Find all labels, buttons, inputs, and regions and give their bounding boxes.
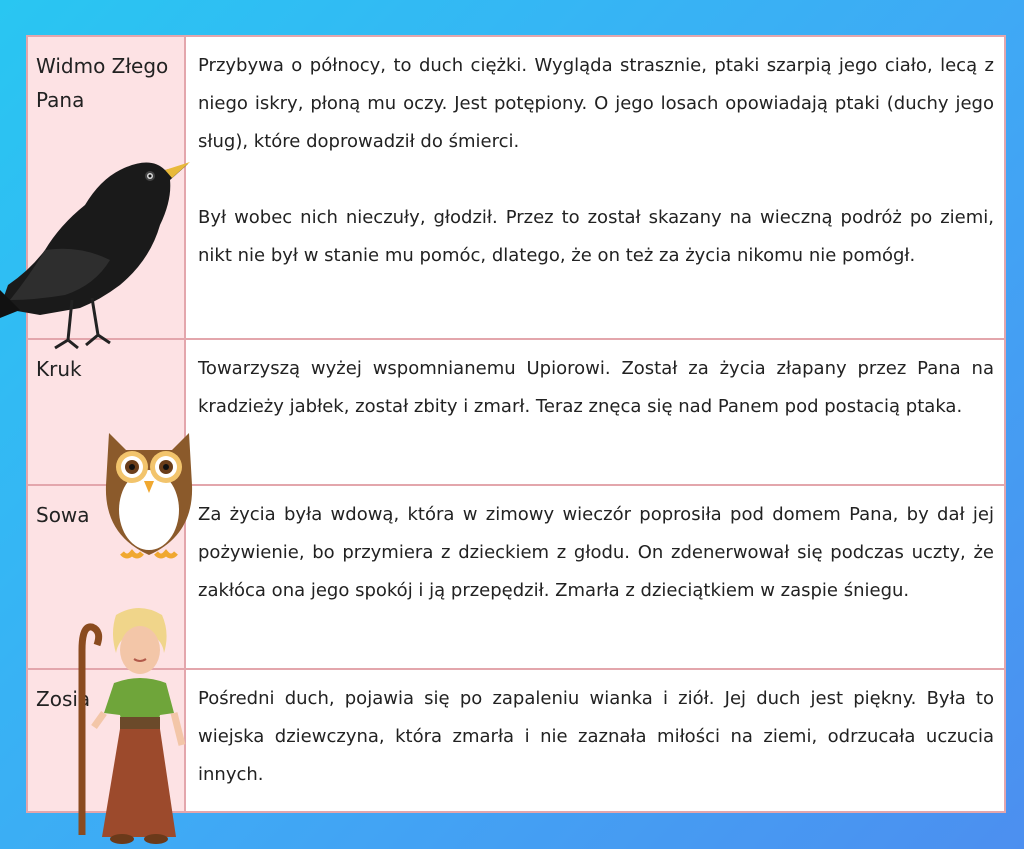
description-paragraph: Był wobec nich nieczuły, głodził. Przez to został skazany na wieczną podróż po ziemi, nikt nie był w stanie mu pomóc, dlatego, że on też za życia nikomu nie pomógł.	[198, 207, 994, 266]
character-name: Zosia	[28, 670, 186, 811]
character-name: Kruk	[28, 340, 186, 484]
character-description	[186, 670, 1004, 811]
character-description	[186, 37, 1004, 338]
description-paragraph: Towarzyszą wyżej wspomnianemu Upiorowi. Został za życia złapany przez Pana na kradzieży jabłek, został zbity i zmarł. Teraz znęca się nad Panem pod postacią ptaka.	[198, 358, 994, 417]
character-name: Widmo Złego Pana	[28, 37, 186, 338]
description-paragraph: Pośredni duch, pojawia się po zapaleniu wianka i ziół. Jej duch jest piękny. Była to wiejska dziewczyna, która zmarła i nie zaznała miłości na ziemi, odrzucała uczucia innych.	[198, 688, 994, 785]
character-description	[186, 486, 1004, 668]
description-paragraph: Przybywa o północy, to duch ciężki. Wygląda strasznie, ptaki szarpią jego ciało, lecą z niego iskry, płoną mu oczy. Jest potępiony. O jego losach opowiadają ptaki (duchy jego sług), które doprowadził do śmierci.	[198, 55, 994, 152]
character-description	[186, 340, 1004, 484]
description-paragraph: Za życia była wdową, która w zimowy wieczór poprosiła pod domem Pana, by dał jej pożywienie, bo przymiera z dzieckiem z głodu. On zdenerwował się podczas uczty, że zakłóca ona jego spokój i ją przepędził. Zmarła z dzieciątkiem w zaspie śniegu.	[198, 504, 994, 601]
owl-illustration	[104, 425, 194, 565]
character-name: Sowa	[28, 486, 186, 668]
shepherd-girl-illustration	[64, 605, 189, 845]
blackbird-illustration	[0, 150, 195, 355]
